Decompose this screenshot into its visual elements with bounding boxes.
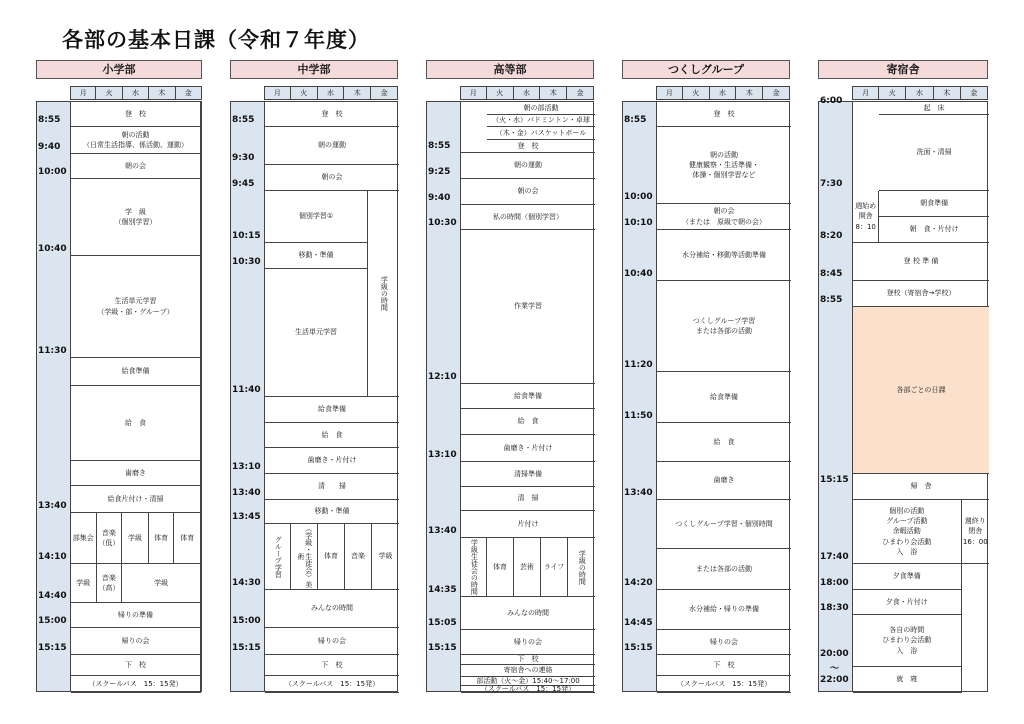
schedule-cell: 歯磨き	[657, 462, 791, 500]
schedule-cell: 洗面・清掃	[879, 115, 989, 191]
day-2: 水	[123, 86, 149, 100]
day-0: 月	[70, 86, 96, 100]
time-label: 8:55	[232, 115, 255, 125]
time-label: 10:40	[624, 269, 653, 279]
schedule-cell: 歯磨き	[71, 461, 201, 486]
dept-header: 高等部	[426, 60, 594, 79]
day-1: 火	[683, 86, 710, 100]
schedule-cell: 学級の時間	[368, 191, 399, 397]
time-label: 14:40	[38, 591, 67, 601]
time-label: 10:30	[232, 257, 261, 267]
time-label: 10:30	[428, 218, 457, 228]
schedule-cell: 音楽 （低）	[97, 513, 123, 564]
schedule-cell: 各部ごとの日課	[853, 307, 989, 474]
schedule-cell: （火・水）バドミントン・卓球	[487, 115, 595, 127]
schedule-cell: みんなの時間	[265, 590, 399, 628]
schedule-cell: 帰りの会	[657, 630, 791, 655]
schedule-cell: 個別の活動 グループ活動 余暇活動 ひまわり会活動 入 浴	[853, 500, 962, 564]
day-3: 木	[736, 86, 763, 100]
schedule-cell: 帰りの会	[71, 628, 201, 655]
day-1: 火	[291, 86, 318, 100]
time-label: 9:40	[38, 142, 61, 152]
schedule-cell: 朝の会	[265, 165, 399, 191]
schedule-cell: つくしグループ学習 または各部の活動	[657, 281, 791, 372]
schedule-cell: 個別学習①	[265, 191, 368, 243]
schedule-cell: （学級・生徒会）美術	[291, 524, 318, 590]
day-4: 金	[961, 86, 988, 100]
schedule-cell: 朝の活動 健康観察・生活準備・ 体操・個別学習など	[657, 127, 791, 204]
time-label: 10:00	[624, 192, 653, 202]
dept-header: 小学部	[36, 60, 202, 79]
schedule-cell: 朝の会	[461, 179, 595, 205]
schedule-grid	[656, 101, 790, 692]
day-header	[264, 86, 398, 100]
schedule-cell: 片付け	[461, 511, 595, 538]
time-label: 15:00	[232, 616, 261, 626]
day-3: 木	[540, 86, 567, 100]
schedule-cell: 学級	[122, 513, 149, 564]
time-label: 14:10	[38, 552, 67, 562]
day-3: 木	[934, 86, 961, 100]
time-label: 15:15	[38, 643, 67, 653]
time-column	[622, 101, 656, 692]
schedule-cell: 歯磨き・片付け	[265, 448, 399, 474]
schedule-cell: 夕食・片付け	[853, 590, 962, 615]
schedule-cell: （スクールバス 15：15発）	[71, 676, 201, 693]
schedule-grid	[70, 101, 202, 692]
day-header	[70, 86, 202, 100]
day-4: 金	[176, 86, 202, 100]
time-label: 14:30	[232, 578, 261, 588]
schedule-cell: 清掃準備	[461, 462, 595, 487]
dept-header: つくしグループ	[622, 60, 790, 79]
schedule-cell: 下 校	[71, 655, 201, 676]
time-label: 22:00	[820, 675, 849, 685]
day-2: 水	[710, 86, 737, 100]
time-label: 11:30	[38, 346, 67, 356]
schedule-cell: 芸術	[514, 538, 541, 597]
time-label: 15:05	[428, 618, 457, 628]
schedule-cell: 体育	[318, 524, 345, 590]
schedule-cell: または各部の活動	[657, 549, 791, 590]
day-2: 水	[514, 86, 541, 100]
schedule-cell: 給 食	[461, 409, 595, 435]
schedule-cell: 生活単元学習 （学級・部・グループ）	[71, 256, 201, 358]
time-label: 15:15	[820, 475, 849, 485]
schedule-cell: 朝食準備	[879, 191, 989, 217]
time-label: 20:00	[820, 649, 849, 659]
time-label: 9:25	[428, 167, 451, 177]
day-0: 月	[264, 86, 291, 100]
schedule-cell: 部活動（火～金）15:40～17:00	[461, 677, 595, 686]
schedule-cell: 給 食	[265, 423, 399, 448]
schedule-cell: 学 級 （個別学習）	[71, 179, 201, 256]
schedule-cell: （スクールバス 15：15発）	[657, 676, 791, 693]
schedule-cell: 生活単元学習	[265, 269, 368, 397]
time-label: 10:15	[232, 231, 261, 241]
time-column	[230, 101, 264, 692]
time-label: 18:00	[820, 578, 849, 588]
schedule-cell: 週終り 閉舎 16：00	[962, 500, 989, 564]
schedule-cell: 学級の時間	[568, 538, 595, 597]
schedule-cell: 朝 食・片付け	[879, 217, 989, 243]
schedule-cell: 給食片付け・清掃	[71, 486, 201, 513]
time-label: 15:15	[624, 643, 653, 653]
dept-header: 中学部	[230, 60, 398, 79]
schedule-cell: 登校（寄宿舎→学校）	[853, 281, 989, 307]
schedule-cell: 登 校	[657, 102, 791, 127]
day-0: 月	[656, 86, 683, 100]
schedule-cell: 帰りの会	[265, 628, 399, 655]
schedule-cell: 清 掃	[265, 474, 399, 500]
day-header	[460, 86, 594, 100]
schedule-cell: 水分補給・帰りの準備	[657, 590, 791, 630]
schedule-cell: 作業学習	[461, 230, 595, 384]
schedule-cell: 音楽 （高）	[97, 564, 123, 603]
time-label: 10:40	[38, 244, 67, 254]
time-label: 9:40	[428, 193, 451, 203]
time-label: 8:55	[428, 141, 451, 151]
time-label: 14:35	[428, 585, 457, 595]
time-label: 13:40	[38, 501, 67, 511]
time-label: 15:15	[232, 643, 261, 653]
schedule-cell: 朝の運動	[265, 127, 399, 165]
schedule-cell: 起 床	[879, 102, 989, 115]
schedule-cell: 週始め 開舎 8：10	[853, 191, 879, 243]
schedule-cell: 朝の会 （または 原級で朝の会）	[657, 204, 791, 230]
time-label: 18:30	[820, 603, 849, 613]
day-header	[656, 86, 790, 100]
schedule-cell: 学級	[122, 564, 201, 603]
schedule-cell: 体育	[149, 513, 175, 564]
schedule-cell: 朝の部活動	[487, 102, 595, 115]
time-label: 10:00	[38, 167, 67, 177]
schedule-cell: 給食準備	[657, 372, 791, 423]
day-1: 火	[879, 86, 906, 100]
schedule-cell: 就 寝	[853, 667, 962, 693]
schedule-cell: （木・金）バスケットボール	[487, 127, 595, 140]
schedule-grid	[852, 101, 988, 692]
schedule-grid	[460, 101, 594, 692]
schedule-cell: みんなの時間	[461, 597, 595, 630]
day-4: 金	[371, 86, 398, 100]
time-label: 8:20	[820, 231, 843, 241]
time-label: ～	[830, 664, 840, 674]
schedule-cell: 給食準備	[461, 384, 595, 409]
schedule-cell: 体育	[487, 538, 514, 597]
time-label: 13:10	[428, 450, 457, 460]
time-label: 12:10	[428, 372, 457, 382]
schedule-cell: 移動・準備	[265, 243, 368, 269]
day-4: 金	[567, 86, 594, 100]
time-label: 7:30	[820, 179, 843, 189]
time-label: 13:45	[232, 512, 261, 522]
schedule-cell: 下 校	[657, 655, 791, 676]
schedule-cell: 学級	[372, 524, 399, 590]
schedule-cell: 各自の時間 ひまわり会活動 入 浴	[853, 615, 962, 667]
schedule-cell: 朝の会	[71, 154, 201, 179]
schedule-cell: つくしグループ学習・個別時間	[657, 500, 791, 549]
schedule-cell: 体育	[174, 513, 201, 564]
schedule-cell: ライフ	[541, 538, 568, 597]
schedule-cell: 歯磨き・片付け	[461, 435, 595, 462]
schedule-cell: 給食準備	[265, 397, 399, 423]
time-label: 15:15	[428, 643, 457, 653]
schedule-cell: 下 校	[265, 655, 399, 676]
schedule-cell: 下 校	[461, 655, 595, 665]
time-label: 14:20	[624, 578, 653, 588]
time-label: 13:40	[624, 488, 653, 498]
schedule-cell: 部集会	[71, 513, 97, 564]
schedule-cell: 登 校	[71, 102, 201, 127]
schedule-cell: 給 食	[71, 386, 201, 461]
schedule-cell: 朝の運動	[461, 153, 595, 179]
time-label: 17:40	[820, 552, 849, 562]
schedule-cell: 登 校	[461, 140, 595, 153]
schedule-cell: 学級生徒会の時間	[461, 538, 487, 597]
day-1: 火	[487, 86, 514, 100]
schedule-cell: グループ学習	[265, 524, 291, 590]
dept-header: 寄宿舎	[818, 60, 988, 79]
time-label: 6:00	[820, 96, 843, 106]
time-label: 9:30	[232, 153, 255, 163]
time-label: 11:20	[624, 360, 653, 370]
schedule-cell: 私の時間（個別学習）	[461, 205, 595, 230]
schedule-cell: 音楽	[345, 524, 372, 590]
schedule-grid	[264, 101, 398, 692]
time-label: 10:10	[624, 218, 653, 228]
time-label: 8:55	[38, 115, 61, 125]
schedule-cell: 給食準備	[71, 358, 201, 386]
schedule-cell: 移動・準備	[265, 500, 399, 524]
schedule-cell: 帰りの準備	[71, 603, 201, 628]
time-column	[36, 101, 70, 692]
day-2: 水	[318, 86, 345, 100]
schedule-cell: 登 校 準 備	[853, 243, 989, 281]
schedule-cell: 清 掃	[461, 487, 595, 511]
time-label: 11:40	[232, 385, 261, 395]
time-label: 13:40	[428, 526, 457, 536]
day-4: 金	[763, 86, 790, 100]
day-2: 水	[906, 86, 933, 100]
schedule-cell: （スクールバス 15：15発）	[461, 686, 595, 693]
schedule-cell: 学級	[71, 564, 97, 603]
time-label: 15:00	[38, 616, 67, 626]
time-label: 13:10	[232, 462, 261, 472]
schedule-cell: 帰 舎	[853, 474, 989, 500]
page-title: 各部の基本日課（令和７年度）	[62, 28, 370, 52]
time-label: 8:55	[820, 295, 843, 305]
day-1: 火	[96, 86, 122, 100]
time-label: 14:45	[624, 618, 653, 628]
time-label: 8:55	[624, 115, 647, 125]
day-0: 月	[852, 86, 879, 100]
schedule-cell: 帰りの会	[461, 630, 595, 655]
schedule-cell: 朝の活動 （日常生活指導、係活動、運動）	[71, 127, 201, 154]
schedule-cell: 寄宿舎への連絡	[461, 665, 595, 677]
time-label: 9:45	[232, 179, 255, 189]
day-header	[852, 86, 988, 100]
schedule-cell: 給 食	[657, 423, 791, 462]
day-3: 木	[344, 86, 371, 100]
time-label: 11:50	[624, 411, 653, 421]
time-label: 13:40	[232, 488, 261, 498]
day-0: 月	[460, 86, 487, 100]
time-column	[426, 101, 460, 692]
schedule-cell: （スクールバス 15：15発）	[265, 676, 399, 693]
schedule-cell: 夕食準備	[853, 564, 962, 590]
schedule-cell: 登 校	[265, 102, 399, 127]
time-label: 8:45	[820, 269, 843, 279]
schedule-cell: 水分補給・移動等活動準備	[657, 230, 791, 281]
day-3: 木	[149, 86, 175, 100]
